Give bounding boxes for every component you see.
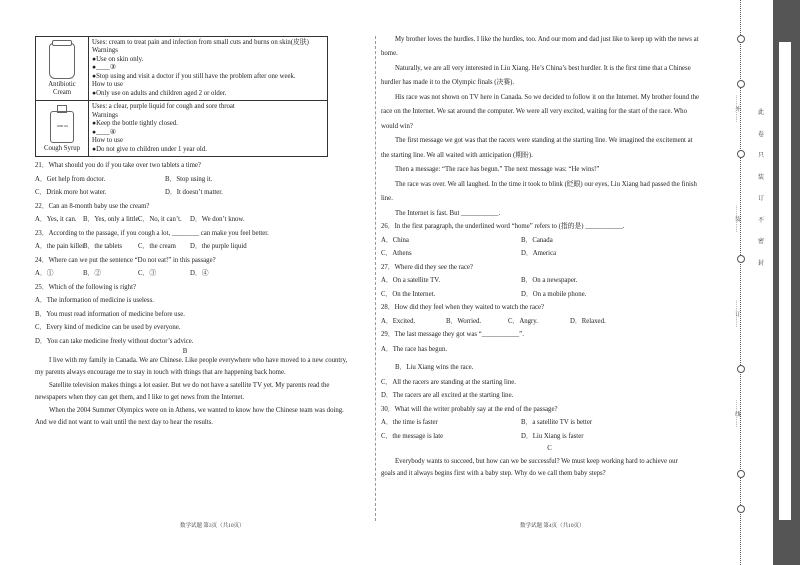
- info-line: Warnings: [92, 47, 118, 55]
- syrup-bottle-icon: [50, 111, 74, 143]
- answer-option[interactable]: D．The racers are all excited at the starting line.: [381, 392, 514, 400]
- answer-option[interactable]: D．the purple liquid: [190, 243, 247, 251]
- option-row: [381, 318, 718, 326]
- answer-option[interactable]: C．③: [138, 270, 157, 278]
- passage-line: When the 2004 Summer Olympics were on in Athens, we wanted to know how the Chinese team was doing.: [49, 406, 344, 414]
- answer-option[interactable]: A．On a satellite TV.: [381, 277, 441, 285]
- passage-line: The Internet is fast. But ___________.: [395, 209, 501, 217]
- table-row: [36, 37, 328, 101]
- right-column: [381, 36, 718, 479]
- answer-option[interactable]: A．the pain killer: [35, 243, 85, 251]
- option-row: [381, 250, 718, 258]
- binding-margin-bar: [773, 0, 800, 565]
- option-row: [381, 277, 718, 285]
- answer-option[interactable]: A．The information of medicine is useless.: [35, 297, 154, 305]
- binding-notice-char: 卷: [757, 131, 764, 138]
- medicine-table: [35, 36, 328, 157]
- passage-line: Then a message: “The race has begun.” The next message was: “He wins!”: [395, 166, 600, 174]
- binding-hole-icon: [737, 150, 745, 158]
- passage-b-continued: [381, 36, 718, 218]
- binding-notice-char: 封: [757, 260, 764, 267]
- question-stem: 24．Where can we put the sentence “Do not eat!” in this passage?: [35, 256, 216, 264]
- option-row: [381, 237, 718, 245]
- answer-option[interactable]: B．Canada: [521, 236, 553, 244]
- binding-label: ……线……: [733, 400, 740, 428]
- info-line: How to use: [92, 81, 123, 89]
- answer-option[interactable]: A．The race has begun.: [381, 345, 448, 353]
- answer-option[interactable]: D．It doesn’t matter.: [165, 189, 223, 197]
- binding-notice: [752, 110, 770, 282]
- info-line: ●Stop using and visit a doctor if you still have the problem after one week.: [92, 72, 296, 80]
- answer-option[interactable]: D．④: [190, 270, 209, 278]
- info-line: How to use: [92, 137, 123, 145]
- passage-line: home.: [381, 50, 398, 58]
- answer-option[interactable]: B．Liu Xiang wins the race.: [395, 364, 474, 372]
- medicine-name: Antibiotic Cream: [48, 80, 76, 97]
- passage-line: Naturally, we are all very interested in Liu Xiang. He’s China’s best hurdler. It is the first time that a Chinese: [395, 64, 691, 72]
- info-line: ●____③: [92, 64, 116, 72]
- answer-option[interactable]: D．You can take medicine freely without doctor’s advice.: [35, 337, 194, 345]
- question-stem: 28．How did they feel when they waited to watch the race?: [381, 304, 545, 312]
- question-stem: 21．What should you do if you take over two tablets a time?: [35, 162, 201, 170]
- binding-notice-char: 只: [757, 153, 764, 159]
- page-footer-right: 数学试题 第4页（共10页）: [520, 523, 585, 529]
- passage-line: hurdler has made it to the Olympic finals (决赛).: [381, 79, 515, 87]
- question-stem: 23．According to the passage, if you cough a lot, ________ can make you feel better.: [35, 229, 269, 237]
- info-line: Uses: a clear, purple liquid for cough and sore throat: [92, 103, 235, 111]
- answer-option[interactable]: A．Yes, it can.: [35, 216, 77, 224]
- passage-b: [35, 356, 348, 428]
- binding-notice-char: 不: [757, 217, 764, 224]
- option-row: [381, 433, 718, 441]
- binding-notice-char: 密: [757, 239, 764, 245]
- answer-option[interactable]: A．Excited.: [381, 317, 416, 325]
- answer-option[interactable]: B．Stop using it.: [165, 175, 213, 183]
- info-line: ●Only use on adults and children aged 2 or older.: [92, 89, 227, 97]
- binding-hole-icon: [737, 505, 745, 513]
- passage-line: my parents always encourage me to stay in touch with things that are happening back home.: [35, 369, 286, 377]
- answer-option[interactable]: B．②: [83, 270, 102, 278]
- binding-notice-char: 装: [757, 174, 764, 181]
- info-line: ●Do not give to children under 1 year old.: [92, 145, 207, 153]
- answer-option[interactable]: D．We don’t know.: [190, 216, 245, 224]
- passage-line: Everybody wants to succeed, but how can we be successful? We must keep working hard to achieve our: [395, 457, 678, 465]
- answer-option[interactable]: C．Drink more hot water.: [35, 189, 107, 197]
- passage-line: His race was not shown on TV here in Canada. So we decided to follow it on the Internet. My brother found the: [395, 93, 700, 101]
- option-row: [35, 270, 335, 278]
- answer-option[interactable]: A．China: [381, 236, 409, 244]
- answer-option[interactable]: B．You must read information of medicine before use.: [35, 310, 185, 318]
- left-column: [35, 36, 348, 427]
- medicine-info-cell: [89, 101, 328, 157]
- answer-option[interactable]: C．the cream: [138, 243, 176, 251]
- binding-label: ……订……: [733, 300, 740, 328]
- passage-line: The race was over. We all laughed. In the time it took to blink (眨眼) our eyes, Liu Xiang had passed the finish: [395, 180, 697, 188]
- passage-line: line.: [381, 195, 393, 203]
- answer-option[interactable]: C．No, it can’t.: [138, 216, 182, 224]
- answer-option[interactable]: C．Athens: [381, 250, 412, 258]
- question-stem: 29．The last message they got was “___________”.: [381, 331, 524, 339]
- answer-option[interactable]: B．Yes, only a little.: [83, 216, 141, 224]
- medicine-picture-cell: [36, 101, 89, 157]
- passage-line: The first message we got was that the racers were standing at the starting line. We imagined the excitement at: [395, 137, 693, 145]
- info-line: Warnings: [92, 111, 118, 119]
- binding-hole-icon: [737, 35, 745, 43]
- info-line: ●Keep the bottle tightly closed.: [92, 120, 178, 128]
- answer-option[interactable]: D．Liu Xiang is faster: [521, 432, 584, 440]
- cream-jar-icon: [49, 43, 75, 79]
- answer-option[interactable]: B．On a newspaper.: [521, 277, 578, 285]
- table-row: [36, 101, 328, 157]
- page-footer-left: 数学试题 第3页（共10页）: [180, 523, 245, 529]
- answer-option[interactable]: C．All the racers are standing at the starting line.: [381, 378, 516, 386]
- answer-option[interactable]: C．the message is late: [381, 432, 444, 440]
- passage-line: race on the Internet. We sat around the computer. We were all very excited, waiting for the start of the race. Who: [381, 108, 687, 116]
- question-list: [35, 162, 335, 346]
- passage-line: My brother loves the hurdles. I like the hurdles, too. And our mom and dad just like to keep up with the news at: [395, 36, 699, 43]
- passage-line: And we did not want to wait until the next day to hear the results.: [35, 418, 214, 426]
- binding-notice-char: 订: [757, 196, 764, 202]
- binding-hole-icon: [737, 80, 745, 88]
- option-row: [381, 419, 718, 427]
- passage-line: I live with my family in Canada. We are Chinese. Like people everywhere who have moved to a new country,: [49, 356, 348, 364]
- answer-option[interactable]: C．Angry.: [508, 317, 538, 325]
- section-label: C: [547, 445, 552, 453]
- answer-option[interactable]: A．Get help from doctor.: [35, 175, 106, 183]
- answer-option[interactable]: B．Worried.: [446, 317, 482, 325]
- bottle-label: 1000 ml: [56, 124, 68, 129]
- column-divider: [375, 36, 376, 521]
- medicine-name: Cough Syrup: [43, 144, 81, 152]
- passage-line: goals and it always begins first with a baby step. Why do we call them baby steps?: [381, 470, 606, 478]
- answer-option[interactable]: D．America: [521, 250, 557, 258]
- answer-option[interactable]: B．the tablets: [83, 243, 123, 251]
- binding-hole-icon: [737, 255, 745, 263]
- section-label: B: [182, 348, 188, 356]
- binding-label: ……外……: [733, 95, 740, 123]
- answer-option[interactable]: D．Relaxed.: [570, 317, 606, 325]
- passage-line: newspapers when they can get them, and I like to get news from the Internet.: [35, 394, 245, 402]
- option-row: [381, 291, 718, 299]
- question-stem: 27．Where did they see the race?: [381, 263, 473, 271]
- option-row: [35, 216, 335, 224]
- answer-option[interactable]: C．On the Internet.: [381, 290, 436, 298]
- info-line: Uses: cream to treat pain and infection from small cuts and burns on skin(皮肤): [92, 39, 309, 46]
- binding-notice-char: 此: [757, 110, 764, 116]
- medicine-picture-cell: [36, 37, 89, 101]
- answer-option[interactable]: C．Every kind of medicine can be used by everyone.: [35, 324, 181, 332]
- medicine-info-cell: [89, 37, 328, 101]
- answer-option[interactable]: A．①: [35, 270, 54, 278]
- option-row: [35, 189, 335, 197]
- binding-hole-icon: [737, 470, 745, 478]
- passage-line: Satellite television makes things a lot easier. But we do not have a satellite TV yet. My parents read the: [49, 381, 330, 389]
- question-stem: 26．In the first paragraph, the underlined word “home” refers to (指的是) ___________.: [381, 223, 625, 231]
- info-line: ●____④: [92, 128, 116, 136]
- question-stem: 22．Can an 8-month baby use the cream?: [35, 202, 150, 210]
- option-row: [35, 243, 335, 251]
- answer-option[interactable]: D．On a mobile phone.: [521, 290, 587, 298]
- question-stem: 25．Which of the following is right?: [35, 283, 136, 291]
- passage-line: would win?: [381, 122, 413, 130]
- passage-line: the starting line. We all waited with anticipation (期盼).: [381, 151, 533, 159]
- info-line: ●Use on skin only.: [92, 55, 144, 63]
- binding-hole-icon: [737, 365, 745, 373]
- question-stem: 30．What will the writer probably say at the end of the passage?: [381, 405, 558, 413]
- answer-option[interactable]: B．a satellite TV is better: [521, 419, 593, 427]
- answer-option[interactable]: A．the time is faster: [381, 419, 438, 427]
- option-row: [35, 176, 335, 184]
- question-list: [381, 223, 718, 441]
- binding-label: ……装……: [733, 205, 740, 233]
